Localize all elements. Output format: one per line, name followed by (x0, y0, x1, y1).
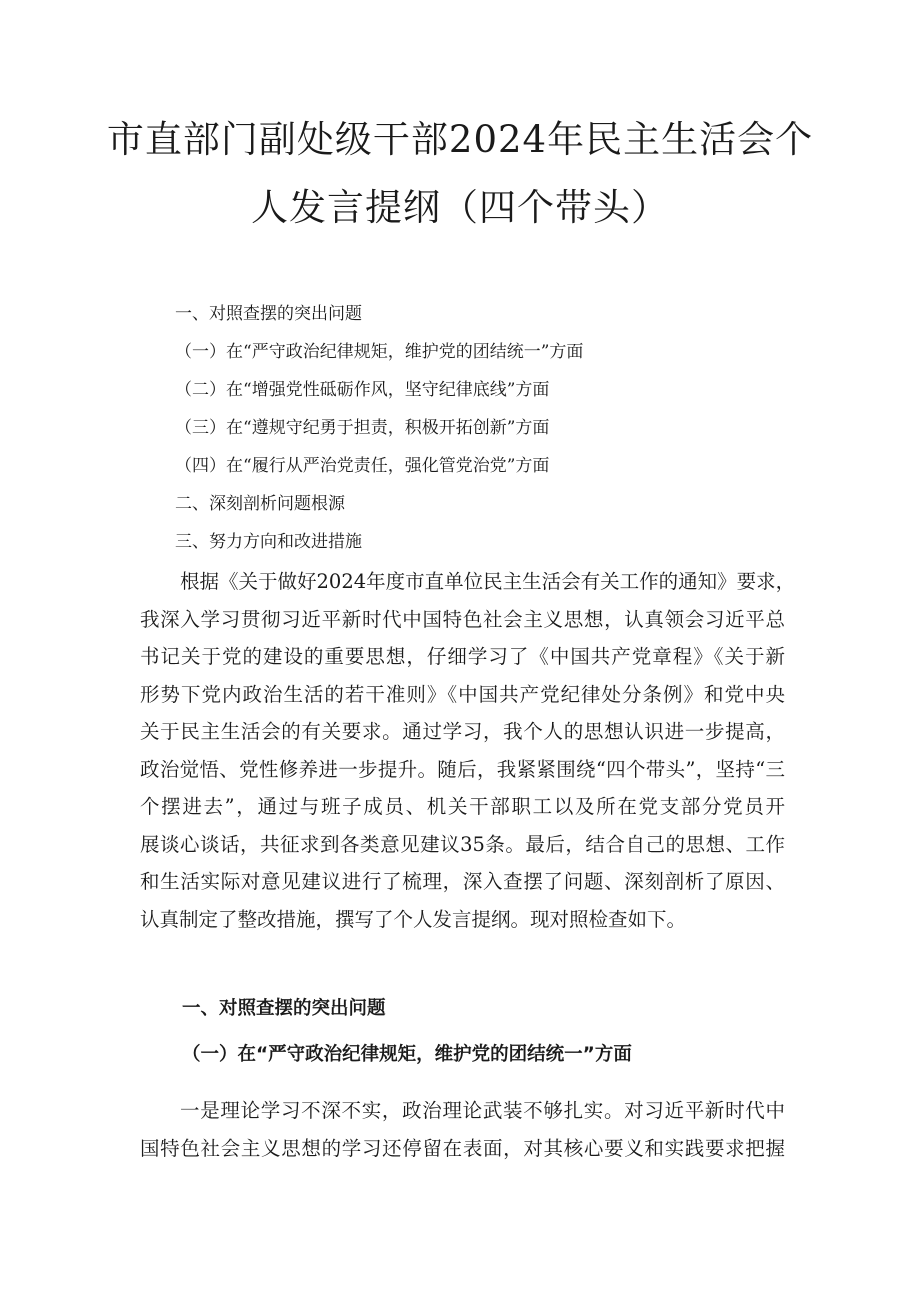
toc-item: （四）在“履行从严治党责任，强化管党治党”方面 (175, 456, 550, 476)
intro-line: 书记关于党的建设的重要思想，仔细学习了《中国共产党章程》《关于新 (140, 645, 785, 668)
document-title-line1: 市直部门副处级干部2024年民主生活会个 (106, 118, 814, 161)
intro-line: 政治觉悟、党性修养进一步提升。随后，我紧紧围绕“四个带头”，坚持“三 (140, 757, 785, 781)
intro-line: 我深入学习贯彻习近平新时代中国特色社会主义思想，认真领会习近平总 (140, 607, 785, 631)
toc-item: （一）在“严守政治纪律规矩，维护党的团结统一”方面 (175, 342, 584, 362)
toc-item: 三、努力方向和改进措施 (175, 532, 362, 552)
toc-item: （二）在“增强党性砥砺作风，坚守纪律底线”方面 (175, 380, 550, 400)
intro-line: 根据《关于做好2024年度市直单位民主生活会有关工作的通知》要求， (180, 570, 796, 593)
intro-line: 和生活实际对意见建议进行了梳理，深入查摆了问题、深刻剖析了原因、 (140, 870, 785, 893)
intro-line: 展谈心谈话，共征求到各类意见建议35条。最后，结合自己的思想、工作 (140, 832, 785, 856)
toc-item: （三）在“遵规守纪勇于担责，积极开拓创新”方面 (175, 418, 550, 438)
intro-line: 关于民主生活会的有关要求。通过学习，我个人的思想认识进一步提高， (140, 720, 785, 743)
intro-line: 形势下党内政治生活的若干准则》《中国共产党纪律处分条例》和党中央 (140, 682, 785, 706)
toc-item: 一、对照查摆的突出问题 (175, 304, 362, 324)
section-heading: 一、对照查摆的突出问题 (182, 998, 386, 1019)
body-line: 国特色社会主义思想的学习还停留在表面，对其核心要义和实践要求把握 (140, 1137, 785, 1160)
body-line: 一是理论学习不深不实，政治理论武装不够扎实。对习近平新时代中 (180, 1099, 785, 1122)
intro-paragraph (140, 563, 796, 938)
intro-line: 个摆进去”，通过与班子成员、机关干部职工以及所在党支部分党员开 (140, 795, 785, 818)
document-title-line2: 人发言提纲（四个带头） (251, 186, 669, 229)
body-paragraph (140, 1092, 785, 1168)
toc-item: 二、深刻剖析问题根源 (175, 494, 345, 514)
intro-line: 认真制定了整改措施，撰写了个人发言提纲。现对照检查如下。 (140, 907, 687, 931)
subsection-heading: （一）在“严守政治纪律规矩，维护党的团结统一”方面 (182, 1044, 632, 1065)
